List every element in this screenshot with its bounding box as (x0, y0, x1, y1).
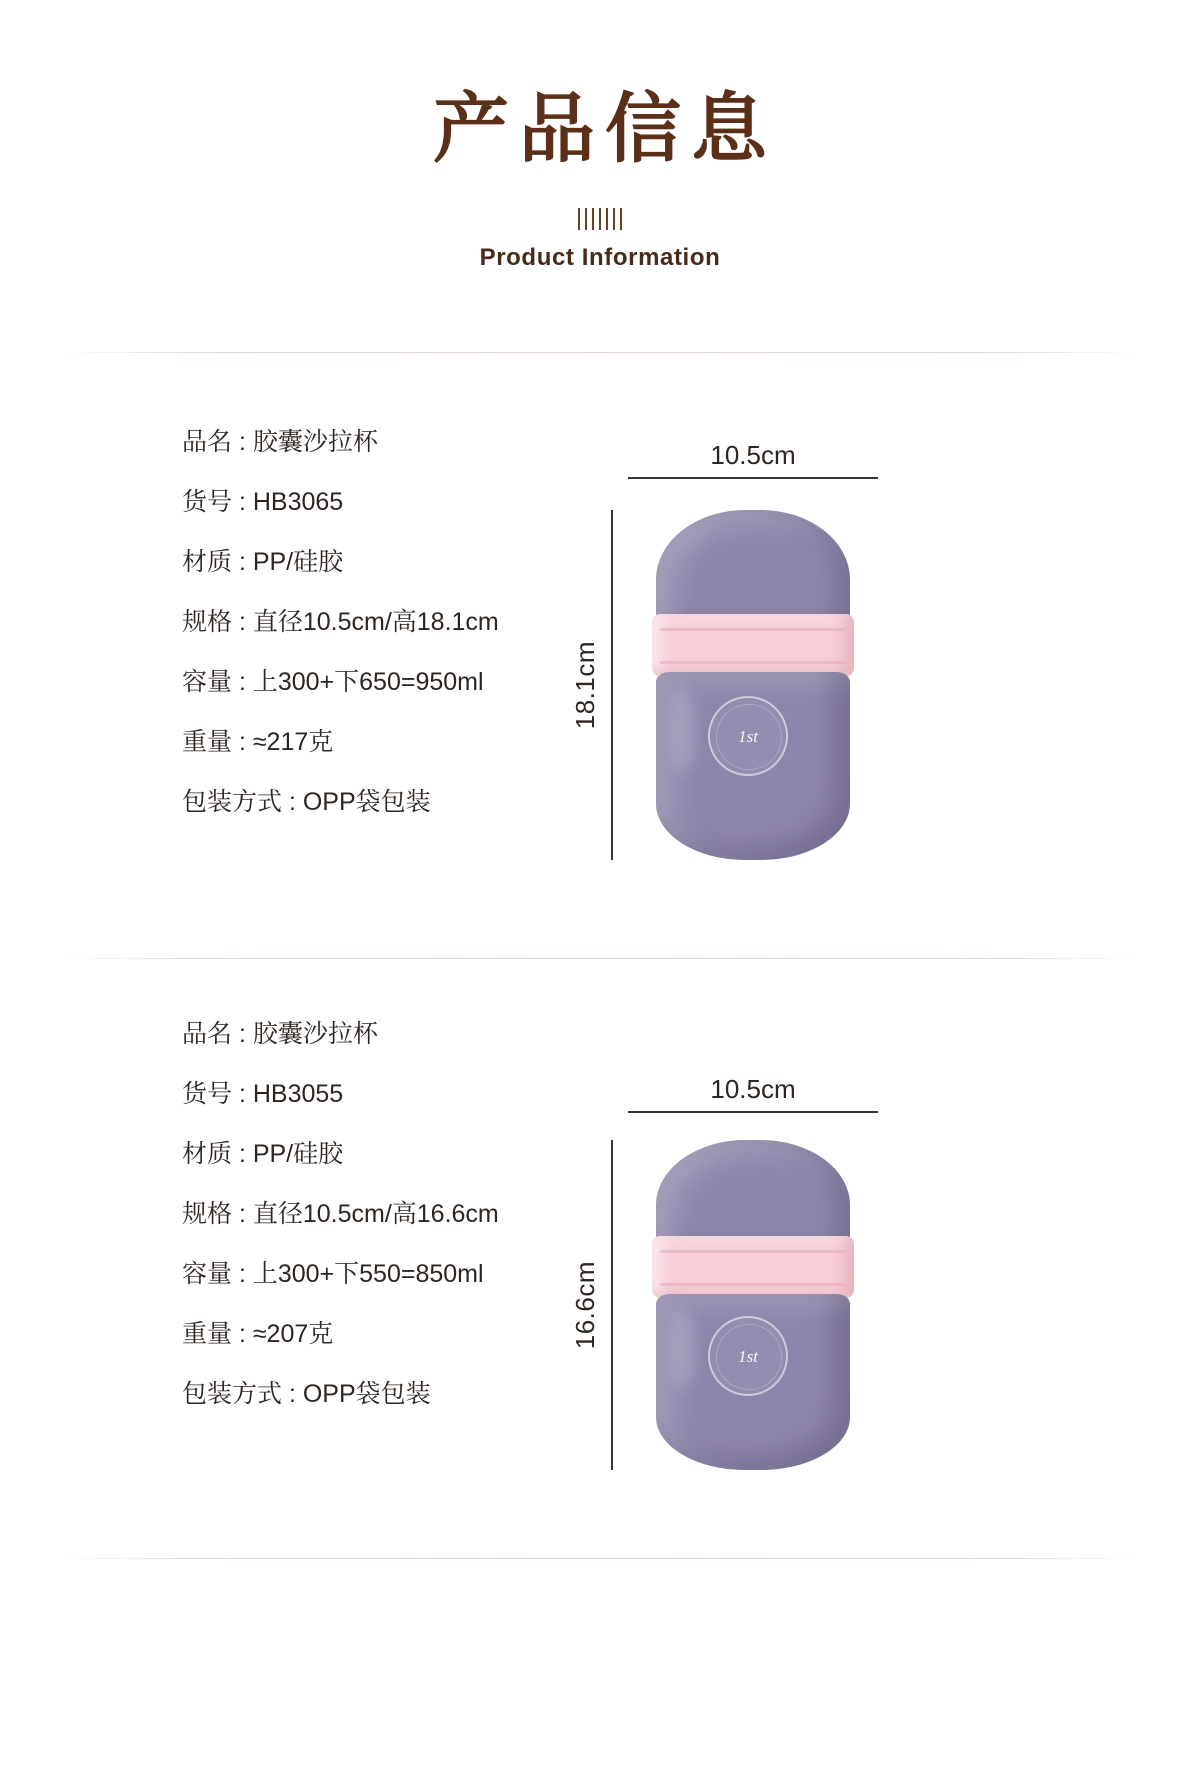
tick-divider (0, 208, 1200, 230)
section-divider-bottom (62, 1558, 1138, 1559)
cup-body (656, 1294, 850, 1470)
section-divider-top (62, 352, 1138, 353)
height-dimension-label: 16.6cm (570, 1260, 600, 1350)
width-dimension-label: 10.5cm (710, 440, 796, 470)
page-subtitle: Product Information (479, 244, 721, 271)
page-title: 产品信息 (433, 87, 777, 172)
height-dimension-label: 18.1cm (570, 640, 600, 730)
spec-item-weight: 重量 : ≈217克 (182, 728, 334, 756)
spec-item-sku: 货号 : HB3055 (182, 1080, 344, 1108)
spec-item-material: 材质 : PP/硅胶 (182, 548, 344, 576)
brand-badge (708, 1316, 788, 1396)
height-dimension-rule (611, 510, 613, 860)
height-dimension-rule (611, 1140, 613, 1470)
section-divider-middle (62, 958, 1138, 959)
spec-item-size: 规格 : 直径10.5cm/高18.1cm (182, 608, 499, 636)
cup-graphic (656, 510, 850, 860)
product-illustration (560, 1022, 1020, 1482)
spec-item-material: 材质 : PP/硅胶 (182, 1140, 344, 1168)
spec-item-weight: 重量 : ≈207克 (182, 1320, 334, 1348)
width-dimension (628, 1074, 878, 1113)
brand-badge-text: 1st (738, 726, 758, 746)
spec-list (182, 430, 602, 815)
spec-item-name: 品名 : 胶囊沙拉杯 (182, 1020, 378, 1048)
brand-badge-text: 1st (738, 1346, 758, 1366)
spec-item-packaging: 包装方式 : OPP袋包装 (182, 788, 431, 816)
width-dimension-label: 10.5cm (710, 1074, 796, 1104)
cup-graphic (656, 1140, 850, 1470)
cup-lid (656, 510, 850, 630)
cup-silicone-band (652, 1236, 854, 1298)
spec-item-capacity: 容量 : 上300+下550=850ml (182, 1260, 484, 1288)
width-dimension-rule (628, 477, 878, 479)
height-dimension (570, 1140, 613, 1470)
cup-silicone-band (652, 614, 854, 676)
spec-item-sku: 货号 : HB3065 (182, 488, 344, 516)
spec-item-size: 规格 : 直径10.5cm/高16.6cm (182, 1200, 499, 1228)
product-illustration (560, 430, 1020, 890)
page-header (0, 0, 1200, 272)
cup-body (656, 672, 850, 860)
spec-item-packaging: 包装方式 : OPP袋包装 (182, 1380, 431, 1408)
width-dimension-rule (628, 1111, 878, 1113)
spec-list (182, 1022, 602, 1407)
height-dimension (570, 510, 613, 860)
spec-item-name: 品名 : 胶囊沙拉杯 (182, 428, 378, 456)
width-dimension (628, 440, 878, 479)
spec-item-capacity: 容量 : 上300+下650=950ml (182, 668, 484, 696)
brand-badge (708, 696, 788, 776)
